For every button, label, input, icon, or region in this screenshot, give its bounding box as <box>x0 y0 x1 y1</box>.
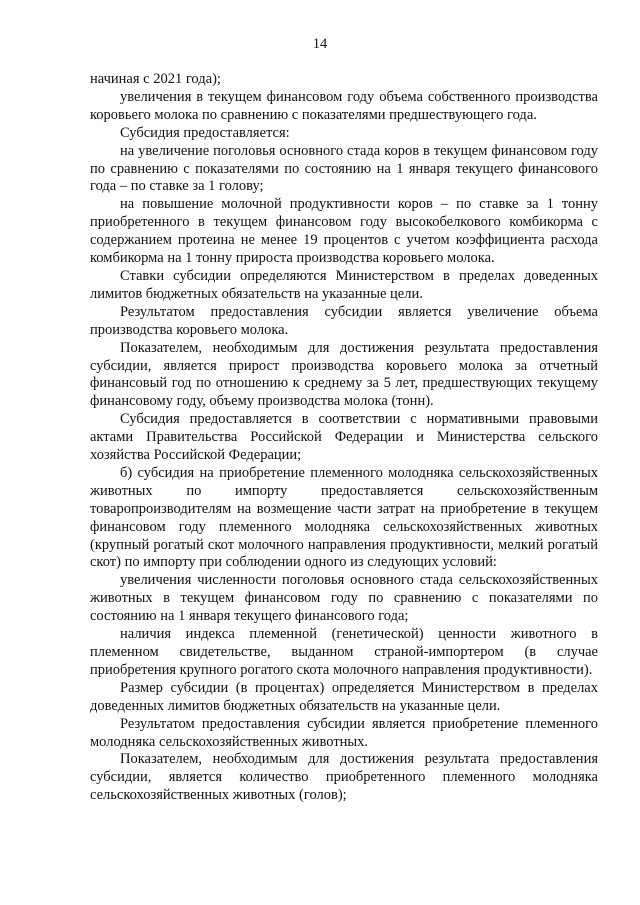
document-body <box>90 71 598 805</box>
paragraph: увеличения в текущем финансовом году объема собственного производства коровьего молока по сравнению с показателями предшествующего года. <box>90 88 598 123</box>
paragraph: на увеличение поголовья основного стада коров в текущем финансовом году по сравнению с показателями по состоянию на 1 января текущего финансового года – по ставке за 1 голову; <box>90 142 598 195</box>
paragraph: б) субсидия на приобретение племенного молодняка сельскохозяйственных животных по импорту предоставляется сельскохозяйственным товаропроизводителям на возмещение части затрат на приобретение в текущем финансовом году племенного молодняка сельскохозяйственных животных (крупный рогатый скот молочного направления продуктивности, мелкий рогатый скот) по импорту при соблюдении одного из следующих условий: <box>90 464 598 571</box>
paragraph: Показателем, необходимым для достижения результата предоставления субсидии, является количество приобретенного племенного молодняка сельскохозяйственных животных (голов); <box>90 751 598 804</box>
paragraph: наличия индекса племенной (генетической) ценности животного в племенном свидетельстве, выданном страной-импортером (в случае приобретения крупного рогатого скота молочного направления продуктивности). <box>90 626 598 678</box>
paragraph: на повышение молочной продуктивности коров – по ставке за 1 тонну приобретенного в текущем финансовом году высокобелкового комбикорма с содержанием протеина не менее 19 процентов с учетом коэффициента расхода комбикорма на 1 тонну прироста производства коровьего молока. <box>90 196 598 267</box>
paragraph: Субсидия предоставляется: <box>120 124 290 141</box>
paragraph: Ставки субсидии определяются Министерством в пределах доведенных лимитов бюджетных обязательств на указанные цели. <box>90 267 598 302</box>
paragraph: Результатом предоставления субсидии является увеличение объема производства коровьего молока. <box>90 303 598 338</box>
paragraph: начиная с 2021 года); <box>90 71 221 87</box>
paragraph: Результатом предоставления субсидии является приобретение племенного молодняка сельскохозяйственных животных. <box>90 715 598 750</box>
paragraph: Субсидия предоставляется в соответствии с нормативными правовыми актами Правительства Российской Федерации и Министерства сельского хозяйства Российской Федерации; <box>90 411 598 464</box>
paragraph: Показателем, необходимым для достижения результата предоставления субсидии, является прирост производства коровьего молока за отчетный финансовый год по отношению к среднему за 5 лет, предшествующих текущему финансовому году, объему производства молока (тонн). <box>90 339 598 410</box>
paragraph: Размер субсидии (в процентах) определяется Министерством в пределах доведенных лимитов бюджетных обязательств на указанные цели. <box>90 679 598 714</box>
paragraph: увеличения численности поголовья основного стада сельскохозяйственных животных в текущем финансовом году по сравнению с показателями по состоянию на 1 января текущего финансового года; <box>90 572 598 625</box>
page-number: 14 <box>312 36 328 52</box>
